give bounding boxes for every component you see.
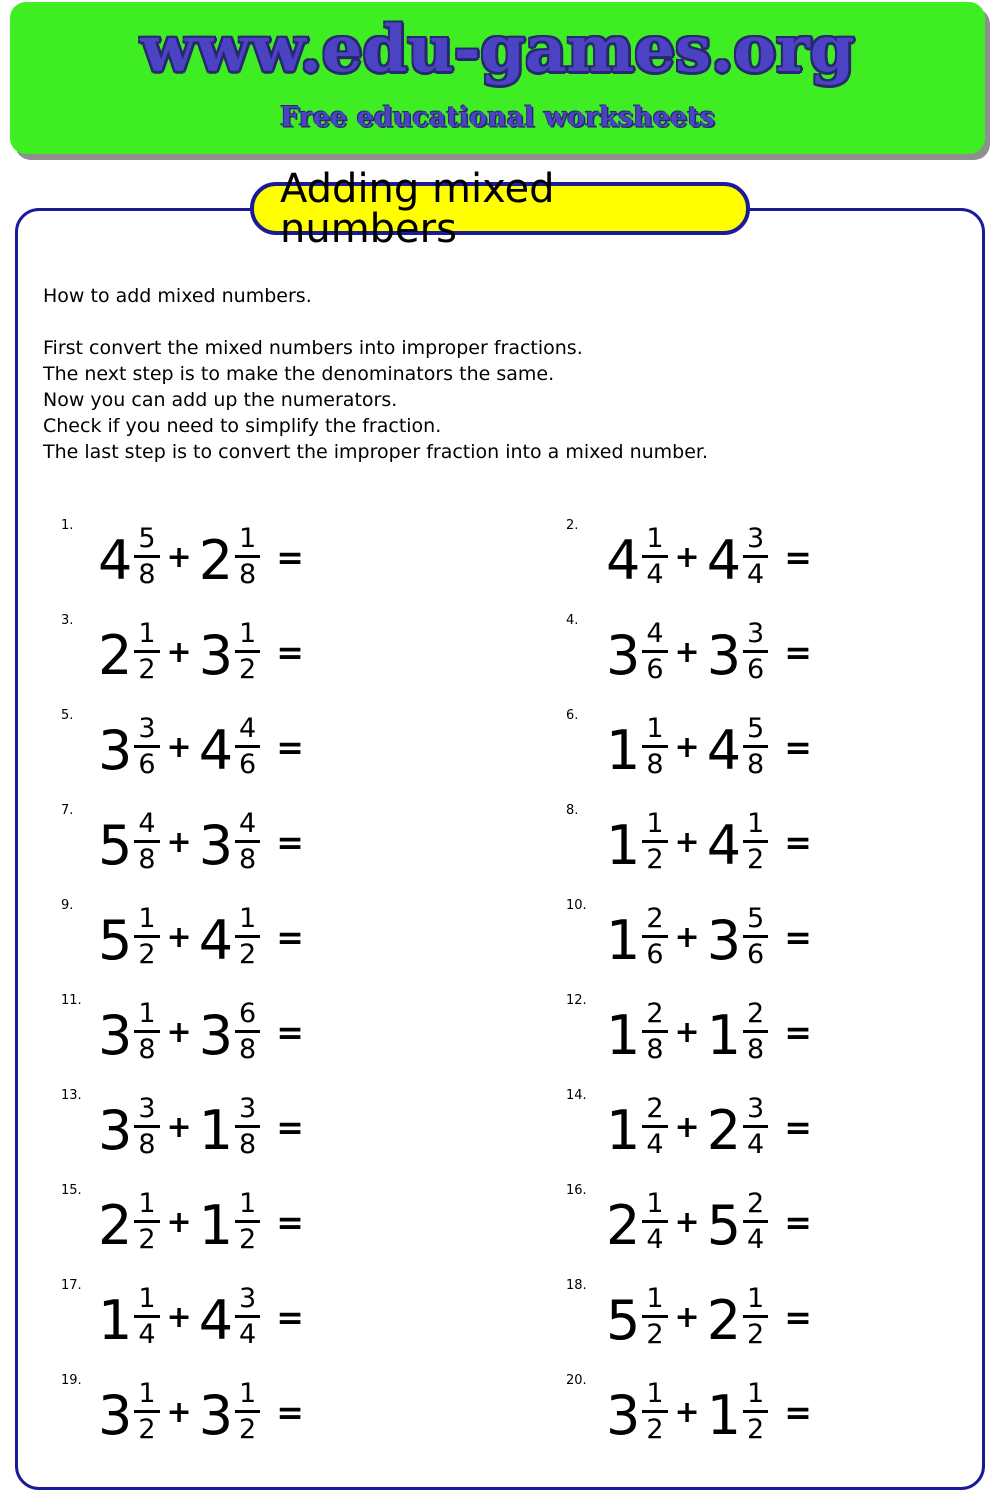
fraction-2 (235, 715, 260, 778)
fraction-1 (134, 1190, 159, 1253)
plus-operator: + (166, 540, 192, 575)
denominator-1: 8 (138, 844, 156, 875)
instruction-step: First convert the mixed numbers into improper fractions. (43, 337, 583, 359)
whole-number-1: 1 (606, 813, 641, 877)
numerator-1: 3 (134, 715, 159, 748)
equals-sign: = (784, 1203, 812, 1242)
fraction-2 (743, 715, 768, 778)
fraction-1 (642, 715, 667, 778)
plus-operator: + (166, 730, 192, 765)
problem-item (514, 1079, 982, 1174)
problem-item (46, 509, 514, 604)
numerator-1: 4 (134, 810, 159, 843)
problem-item (514, 1174, 982, 1269)
plus-operator: + (674, 730, 700, 765)
problem-item (46, 889, 514, 984)
problem-item (46, 699, 514, 794)
problem-number: 17. (61, 1278, 82, 1293)
fraction-2 (743, 810, 768, 873)
whole-number-2: 3 (198, 813, 234, 877)
problem-item (46, 604, 514, 699)
instruction-step: The next step is to make the denominators the same. (43, 363, 555, 385)
plus-operator: + (674, 920, 700, 955)
equals-sign: = (276, 728, 304, 767)
numerator-1: 1 (134, 620, 159, 653)
instructions-intro: How to add mixed numbers. (43, 285, 312, 307)
whole-number-1: 5 (606, 1288, 641, 1352)
fraction-1 (134, 620, 159, 683)
problem-expression (606, 1188, 812, 1257)
problem-number: 4. (566, 613, 579, 628)
numerator-2: 2 (743, 1000, 768, 1033)
fraction-2 (743, 1095, 768, 1158)
problem-expression (606, 1378, 812, 1447)
fraction-1 (642, 1380, 667, 1443)
whole-number-2: 3 (198, 623, 234, 687)
whole-number-2: 4 (198, 1288, 234, 1352)
equals-sign: = (276, 1108, 304, 1147)
fraction-1 (134, 525, 159, 588)
fraction-2 (235, 1380, 260, 1443)
numerator-1: 2 (642, 1095, 667, 1128)
denominator-2: 8 (747, 1034, 765, 1065)
problem-number: 9. (61, 898, 74, 913)
whole-number-2: 4 (706, 718, 742, 782)
plus-operator: + (674, 1300, 700, 1335)
problem-number: 6. (566, 708, 579, 723)
denominator-1: 2 (138, 1414, 156, 1445)
numerator-2: 1 (743, 1380, 768, 1413)
denominator-1: 2 (138, 1224, 156, 1255)
fraction-2 (235, 905, 260, 968)
problem-expression (606, 998, 812, 1067)
plus-operator: + (166, 1110, 192, 1145)
whole-number-2: 1 (198, 1193, 234, 1257)
denominator-2: 2 (239, 1224, 257, 1255)
denominator-2: 2 (747, 844, 765, 875)
plus-operator: + (674, 540, 700, 575)
whole-number-2: 3 (198, 1003, 234, 1067)
problem-number: 14. (566, 1088, 587, 1103)
problem-item (46, 1174, 514, 1269)
problem-item (46, 1269, 514, 1364)
denominator-1: 6 (138, 749, 156, 780)
numerator-2: 3 (743, 1095, 768, 1128)
denominator-2: 8 (239, 844, 257, 875)
equals-sign: = (784, 823, 812, 862)
denominator-1: 6 (646, 654, 664, 685)
whole-number-2: 2 (706, 1098, 742, 1162)
numerator-1: 1 (134, 1380, 159, 1413)
problem-expression (606, 903, 812, 972)
whole-number-2: 4 (706, 528, 742, 592)
instruction-step: The last step is to convert the improper fraction into a mixed number. (43, 441, 709, 463)
numerator-1: 1 (642, 1190, 667, 1223)
denominator-1: 2 (646, 844, 664, 875)
problem-item (514, 1364, 982, 1459)
numerator-1: 4 (642, 620, 667, 653)
problem-number: 5. (61, 708, 74, 723)
numerator-2: 4 (235, 715, 260, 748)
denominator-2: 2 (747, 1414, 765, 1445)
instruction-step: Now you can add up the numerators. (43, 389, 398, 411)
whole-number-1: 3 (606, 1383, 641, 1447)
fraction-2 (235, 620, 260, 683)
fraction-2 (743, 1285, 768, 1348)
denominator-1: 4 (646, 559, 664, 590)
plus-operator: + (674, 1395, 700, 1430)
numerator-2: 1 (235, 905, 260, 938)
plus-operator: + (674, 1110, 700, 1145)
problem-expression (98, 1093, 304, 1162)
whole-number-1: 1 (606, 908, 641, 972)
whole-number-1: 2 (98, 1193, 133, 1257)
problem-number: 2. (566, 518, 579, 533)
site-tagline: Free educational worksheets (280, 101, 715, 133)
denominator-2: 6 (747, 939, 765, 970)
fraction-2 (235, 1095, 260, 1158)
numerator-2: 5 (743, 715, 768, 748)
fraction-1 (642, 1095, 667, 1158)
whole-number-2: 3 (706, 908, 742, 972)
numerator-1: 1 (642, 1285, 667, 1318)
equals-sign: = (276, 1393, 304, 1432)
equals-sign: = (784, 1013, 812, 1052)
problem-expression (606, 808, 812, 877)
denominator-2: 4 (747, 1129, 765, 1160)
whole-number-2: 4 (198, 908, 234, 972)
plus-operator: + (166, 1015, 192, 1050)
whole-number-2: 3 (706, 623, 742, 687)
denominator-1: 8 (646, 1034, 664, 1065)
problem-number: 16. (566, 1183, 587, 1198)
whole-number-1: 3 (98, 718, 133, 782)
equals-sign: = (784, 633, 812, 672)
instructions-steps (43, 335, 982, 465)
numerator-1: 1 (134, 1190, 159, 1223)
whole-number-2: 2 (706, 1288, 742, 1352)
numerator-2: 3 (743, 620, 768, 653)
fraction-2 (743, 1380, 768, 1443)
problem-number: 19. (61, 1373, 82, 1388)
fraction-2 (743, 1000, 768, 1063)
whole-number-2: 1 (706, 1383, 742, 1447)
denominator-2: 6 (239, 749, 257, 780)
problem-item (514, 509, 982, 604)
denominator-1: 8 (138, 1034, 156, 1065)
fraction-1 (134, 905, 159, 968)
problem-number: 1. (61, 518, 74, 533)
whole-number-1: 3 (98, 1383, 133, 1447)
problem-item (46, 1079, 514, 1174)
numerator-1: 1 (642, 715, 667, 748)
problem-number: 7. (61, 803, 74, 818)
numerator-2: 1 (235, 525, 260, 558)
whole-number-2: 1 (198, 1098, 234, 1162)
plus-operator: + (166, 1205, 192, 1240)
fraction-2 (743, 525, 768, 588)
denominator-1: 6 (646, 939, 664, 970)
equals-sign: = (784, 918, 812, 957)
numerator-1: 3 (134, 1095, 159, 1128)
equals-sign: = (276, 823, 304, 862)
fraction-1 (134, 810, 159, 873)
problem-expression (98, 1378, 304, 1447)
plus-operator: + (674, 825, 700, 860)
fraction-1 (642, 810, 667, 873)
denominator-1: 8 (138, 559, 156, 590)
problem-expression (98, 618, 304, 687)
fraction-1 (642, 1190, 667, 1253)
plus-operator: + (166, 635, 192, 670)
problem-number: 10. (566, 898, 587, 913)
problem-item (46, 1364, 514, 1459)
denominator-2: 4 (747, 1224, 765, 1255)
fraction-1 (642, 525, 667, 588)
equals-sign: = (784, 538, 812, 577)
problem-item (46, 794, 514, 889)
equals-sign: = (276, 918, 304, 957)
fraction-1 (134, 1380, 159, 1443)
problem-number: 11. (61, 993, 82, 1008)
plus-operator: + (166, 920, 192, 955)
fraction-1 (134, 1000, 159, 1063)
whole-number-1: 3 (606, 623, 641, 687)
problem-expression (606, 523, 812, 592)
plus-operator: + (166, 1300, 192, 1335)
whole-number-1: 2 (606, 1193, 641, 1257)
denominator-2: 8 (239, 1034, 257, 1065)
numerator-1: 1 (134, 1285, 159, 1318)
whole-number-2: 1 (706, 1003, 742, 1067)
denominator-2: 6 (747, 654, 765, 685)
plus-operator: + (166, 825, 192, 860)
worksheet-box (15, 208, 985, 1490)
problem-item (514, 984, 982, 1079)
denominator-1: 2 (646, 1414, 664, 1445)
fraction-1 (134, 715, 159, 778)
numerator-2: 5 (743, 905, 768, 938)
denominator-1: 8 (138, 1129, 156, 1160)
numerator-1: 1 (134, 1000, 159, 1033)
denominator-2: 4 (747, 559, 765, 590)
fraction-1 (642, 620, 667, 683)
problem-expression (98, 1188, 304, 1257)
denominator-2: 8 (239, 1129, 257, 1160)
denominator-2: 8 (747, 749, 765, 780)
numerator-2: 6 (235, 1000, 260, 1033)
problem-number: 12. (566, 993, 587, 1008)
fraction-1 (642, 1285, 667, 1348)
problem-item (514, 794, 982, 889)
fraction-1 (642, 905, 667, 968)
fraction-2 (235, 1285, 260, 1348)
problem-expression (606, 1093, 812, 1162)
problem-number: 8. (566, 803, 579, 818)
whole-number-1: 1 (606, 718, 641, 782)
whole-number-1: 5 (98, 813, 133, 877)
problem-expression (98, 998, 304, 1067)
whole-number-1: 4 (98, 528, 133, 592)
equals-sign: = (276, 1013, 304, 1052)
whole-number-2: 2 (198, 528, 234, 592)
numerator-1: 1 (642, 525, 667, 558)
numerator-1: 2 (642, 1000, 667, 1033)
equals-sign: = (276, 1298, 304, 1337)
denominator-1: 2 (138, 654, 156, 685)
equals-sign: = (276, 1203, 304, 1242)
whole-number-1: 4 (606, 528, 641, 592)
problem-item (46, 984, 514, 1079)
denominator-2: 2 (239, 1414, 257, 1445)
denominator-1: 8 (646, 749, 664, 780)
problem-number: 15. (61, 1183, 82, 1198)
denominator-2: 2 (239, 654, 257, 685)
problem-expression (606, 618, 812, 687)
whole-number-2: 5 (706, 1193, 742, 1257)
problem-expression (606, 1283, 812, 1352)
problem-expression (98, 713, 304, 782)
numerator-2: 1 (743, 1285, 768, 1318)
equals-sign: = (784, 728, 812, 767)
equals-sign: = (784, 1393, 812, 1432)
denominator-2: 2 (747, 1319, 765, 1350)
fraction-1 (134, 1285, 159, 1348)
whole-number-1: 2 (98, 623, 133, 687)
problem-expression (606, 713, 812, 782)
problem-number: 3. (61, 613, 74, 628)
fraction-1 (134, 1095, 159, 1158)
problem-number: 18. (566, 1278, 587, 1293)
numerator-2: 1 (743, 810, 768, 843)
fraction-2 (743, 905, 768, 968)
problem-expression (98, 903, 304, 972)
numerator-2: 4 (235, 810, 260, 843)
site-url: www.edu-games.org (140, 11, 855, 87)
denominator-2: 4 (239, 1319, 257, 1350)
denominator-2: 8 (239, 559, 257, 590)
fraction-1 (642, 1000, 667, 1063)
problems-grid (18, 509, 982, 1459)
whole-number-1: 3 (98, 1098, 133, 1162)
numerator-2: 3 (235, 1285, 260, 1318)
numerator-1: 5 (134, 525, 159, 558)
whole-number-1: 3 (98, 1003, 133, 1067)
problem-item (514, 604, 982, 699)
numerator-2: 3 (743, 525, 768, 558)
equals-sign: = (276, 538, 304, 577)
denominator-1: 2 (646, 1319, 664, 1350)
problem-item (514, 1269, 982, 1364)
fraction-2 (743, 620, 768, 683)
numerator-2: 1 (235, 1380, 260, 1413)
numerator-1: 1 (642, 810, 667, 843)
plus-operator: + (674, 635, 700, 670)
problem-number: 20. (566, 1373, 587, 1388)
problem-expression (98, 1283, 304, 1352)
problem-item (514, 699, 982, 794)
problem-expression (98, 808, 304, 877)
worksheet-title: Adding mixed numbers (280, 165, 555, 252)
equals-sign: = (276, 633, 304, 672)
plus-operator: + (674, 1015, 700, 1050)
plus-operator: + (166, 1395, 192, 1430)
worksheet-title-badge (250, 165, 750, 252)
fraction-2 (235, 1190, 260, 1253)
numerator-1: 1 (642, 1380, 667, 1413)
instruction-step: Check if you need to simplify the fraction. (43, 415, 442, 437)
equals-sign: = (784, 1108, 812, 1147)
whole-number-1: 5 (98, 908, 133, 972)
whole-number-1: 1 (606, 1098, 641, 1162)
equals-sign: = (784, 1298, 812, 1337)
plus-operator: + (674, 1205, 700, 1240)
problem-number: 13. (61, 1088, 82, 1103)
fraction-2 (235, 1000, 260, 1063)
fraction-2 (235, 525, 260, 588)
numerator-1: 1 (134, 905, 159, 938)
numerator-2: 1 (235, 1190, 260, 1223)
denominator-2: 2 (239, 939, 257, 970)
numerator-2: 2 (743, 1190, 768, 1223)
whole-number-2: 4 (198, 718, 234, 782)
denominator-1: 4 (138, 1319, 156, 1350)
denominator-1: 2 (138, 939, 156, 970)
whole-number-2: 4 (706, 813, 742, 877)
fraction-2 (743, 1190, 768, 1253)
whole-number-2: 3 (198, 1383, 234, 1447)
fraction-2 (235, 810, 260, 873)
whole-number-1: 1 (98, 1288, 133, 1352)
numerator-2: 1 (235, 620, 260, 653)
problem-expression (98, 523, 304, 592)
problem-item (514, 889, 982, 984)
whole-number-1: 1 (606, 1003, 641, 1067)
denominator-1: 4 (646, 1224, 664, 1255)
numerator-2: 3 (235, 1095, 260, 1128)
numerator-1: 2 (642, 905, 667, 938)
denominator-1: 4 (646, 1129, 664, 1160)
site-banner (10, 2, 985, 154)
